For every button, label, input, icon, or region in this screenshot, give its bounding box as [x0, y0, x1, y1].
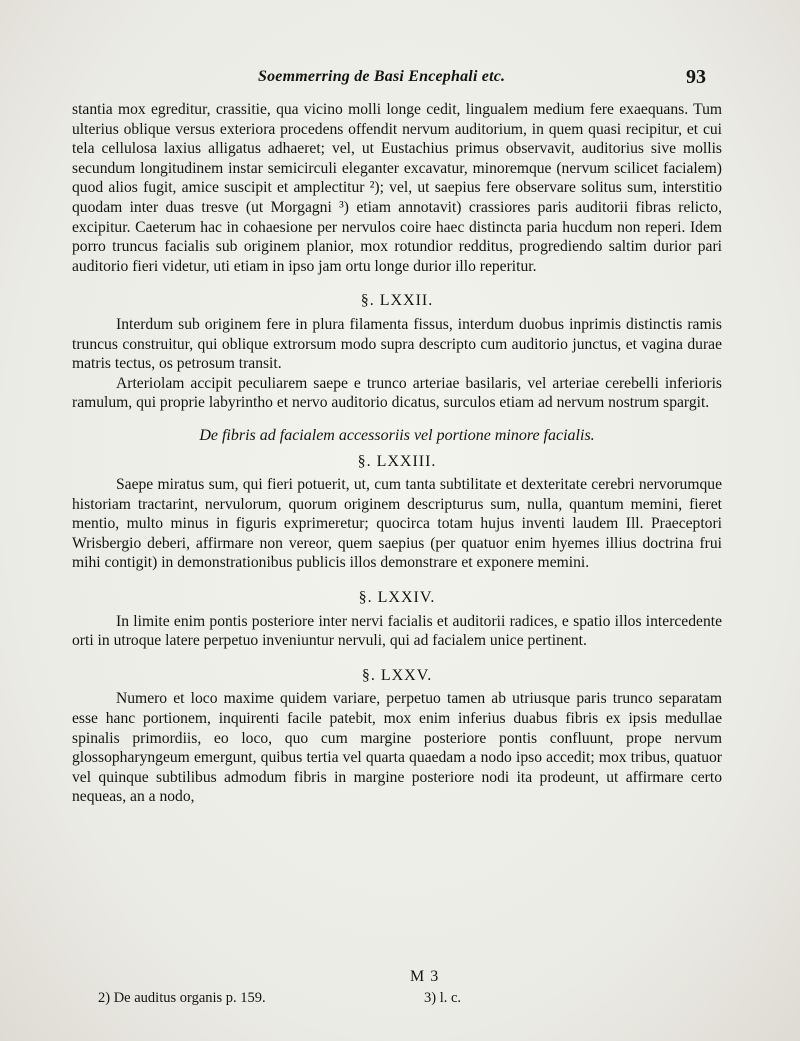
subheading: De fibris ad facialem accessoriis vel portione minore facialis. — [199, 426, 595, 444]
footnote: 2) De auditus organis p. 159. — [98, 990, 266, 1006]
page-number: 93 — [686, 66, 706, 88]
paragraph: Interdum sub originem fere in plura filamenta fissus, interdum duobus inprimis distinctis ramis truncus construitur, qui oblique extrorsum modo supra descripto cum auditorio junctus, et vagina durae matris tectus, os petrosum transit. — [72, 315, 722, 373]
page-header — [0, 66, 800, 96]
paragraph: stantia mox egreditur, crassitie, qua vicino molli longe cedit, lingualem medium fere exaequans. Tum ulterius oblique versus exteriora procedens offendit nervum auditorium, in quem quasi recipitur, et cui tela cellulosa laxius alligatus adhaeret; vel, ut Eustachius primus observavit, auditorius sive mollis secundum longitudinem instar semicirculi eleganter excavatur, minoremque (nervum scilicet facialem) quod alios fugit, amice suscipit et amplectitur ²); vel, ut saepius fere observare solitus sum, interstitio quodam inter duas tresve (ut Morgagni ³) etiam annotavit) crassiores paris auditorii fibras relicto, excipitur. Caeterum hac in cohaesione per nervulos coire haec distincta paria hucdum non reperi. Idem porro truncus facialis sub originem planior, mox rotundior redditus, progrediendo saltim durior pari auditorio fieri videtur, uti etiam in ipso jam ortu longe durior illo reperitur. — [72, 101, 722, 275]
paragraph: Arteriolam accipit peculiarem saepe e trunco arteriae basilaris, vel arteriae cerebelli inferioris ramulum, qui proprie labyrintho et nervo auditorio dicatus, surculos etiam ad nervum nostrum spargit. — [72, 374, 722, 412]
paragraph: Saepe miratus sum, qui fieri potuerit, ut, cum tanta subtilitate et dexteritate cerebri nervorumque historiam tractarint, nervulorum, quorum originem descripturus sum, nulla, quantum memini, fieret mentio, multo minus in figuris exprimeretur; quocirca totam hujus inventi laudem Ill. Praeceptori Wrisbergio deberi, affirmare non vereor, quem saepius (per quatuor enim hyemes illius doctrina frui mihi contigit) in demonstrationibus publicis illos demonstrare et exponere memini. — [72, 476, 722, 572]
body-text — [72, 100, 722, 807]
footnote: 3) l. c. — [424, 990, 462, 1006]
section-heading: §. LXXV. — [361, 666, 433, 684]
running-title: Soemmerring de Basi Encephali etc. — [258, 68, 506, 85]
section-heading: §. LXXII. — [360, 292, 434, 310]
signature-mark: M 3 — [410, 968, 440, 985]
section-heading: §. LXXIII. — [357, 452, 437, 470]
paragraph: Numero et loco maxime quidem variare, perpetuo tamen ab utriusque paris trunco separatam esse hanc portionem, inquirenti facile patebit, mox enim inferius duabus fibris ex ipsis medullae spinalis primordiis, eo loco, quo cum margine posteriore pontis confluunt, prope nervum glossopharyngeum emergunt, quibus tertia vel quarta quaedam a nodo ipso accedit; mox tribus, quatuor vel quinque subtilibus admodum fibris in margine posteriore nodi ita prodeunt, ut affirmare certo nequeas, an a nodo, — [72, 690, 722, 806]
section-heading: §. LXXIV. — [358, 589, 436, 607]
paragraph: In limite enim pontis posteriore inter nervi facialis et auditorii radices, e spatio illos intercedente orti in utroque latere perpetuo inveniuntur nervuli, qui ad facialem unice pertinent. — [72, 612, 722, 650]
